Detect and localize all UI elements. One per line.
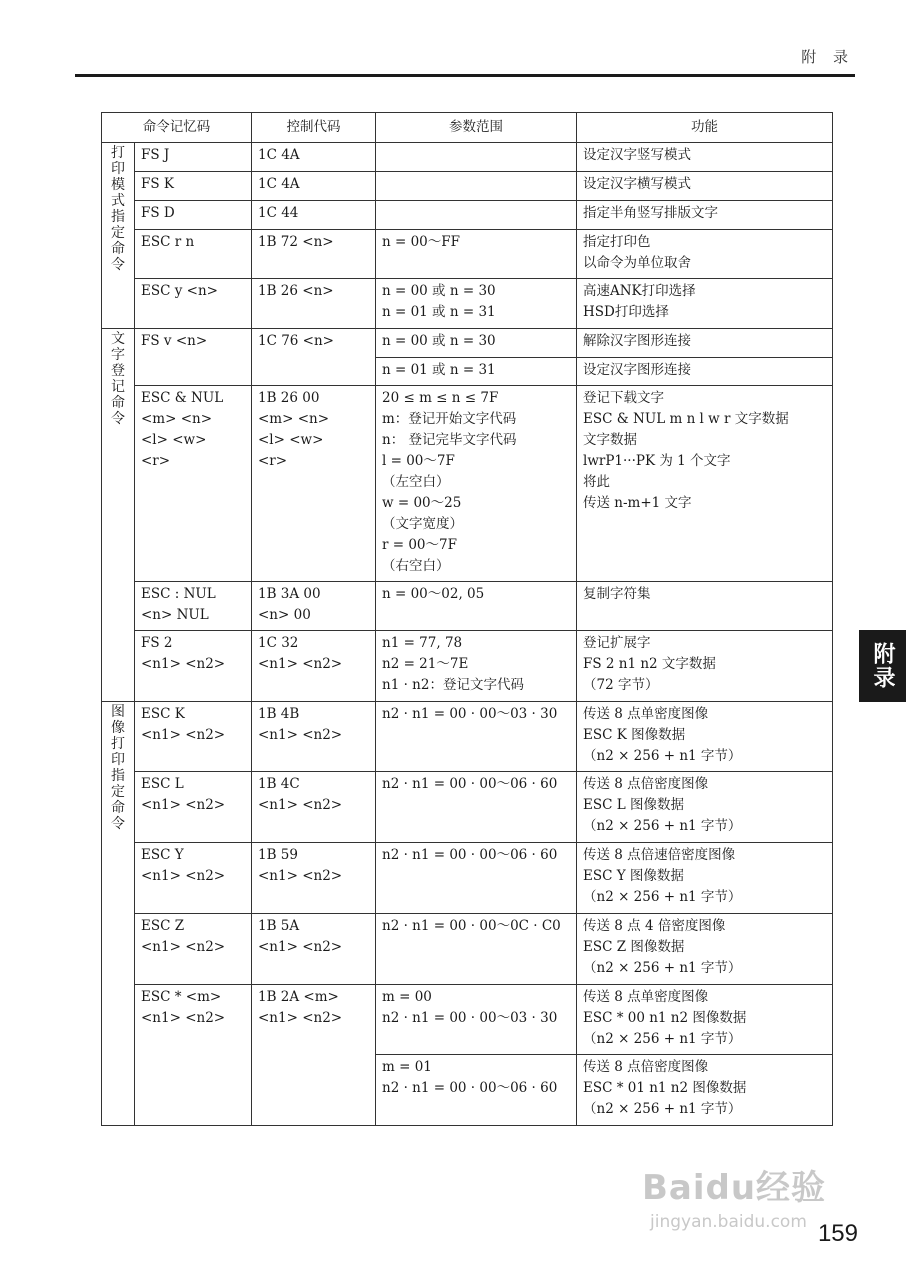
- code-cell: 1C 76 <n>: [252, 329, 376, 386]
- group-label: 图像打印指定命令: [102, 702, 135, 1126]
- baidu-watermark-url: jingyan.baidu.com: [650, 1212, 807, 1232]
- function-cell: 登记下载文字 ESC & NUL m n l w r 文字数据 文字数据 lwrP1···PK 为 1 个文字 将此 传送 n-m+1 文字: [577, 386, 833, 582]
- function-cell: 解除汉字图形连接: [577, 329, 833, 358]
- function-cell: 传送 8 点单密度图像 ESC * 00 n1 n2 图像数据 （n2 × 256 + n1 字节）: [577, 985, 833, 1055]
- code-cell: 1C 44: [252, 201, 376, 230]
- table-row: [102, 143, 833, 172]
- range-cell: n2 · n1 = 00 · 00～03 · 30: [376, 702, 577, 772]
- mnemonic-cell: ESC Z <n1> <n2>: [135, 914, 252, 985]
- range-cell: m = 01 n2 · n1 = 00 · 00～06 · 60: [376, 1055, 577, 1126]
- function-cell: 复制字符集: [577, 582, 833, 631]
- table-row: [102, 329, 833, 358]
- range-cell: n = 00 或 n = 30: [376, 329, 577, 358]
- baidu-watermark-logo: Baidu经验: [642, 1168, 827, 1208]
- mnemonic-cell: ESC K <n1> <n2>: [135, 702, 252, 772]
- mnemonic-cell: FS K: [135, 172, 252, 201]
- table-row: [102, 702, 833, 772]
- table-header-row: [102, 113, 833, 143]
- table-row: [102, 230, 833, 279]
- header-section-label: 附 录: [801, 48, 854, 66]
- range-cell: n = 00～02, 05: [376, 582, 577, 631]
- table-row: [102, 843, 833, 914]
- command-table: [101, 112, 833, 1126]
- code-cell: 1B 4B <n1> <n2>: [252, 702, 376, 772]
- function-cell: 传送 8 点倍密度图像 ESC L 图像数据 （n2 × 256 + n1 字节）: [577, 772, 833, 843]
- mnemonic-cell: FS v <n>: [135, 329, 252, 386]
- mnemonic-cell: FS J: [135, 143, 252, 172]
- code-cell: 1C 32 <n1> <n2>: [252, 631, 376, 702]
- mnemonic-cell: ESC y <n>: [135, 279, 252, 329]
- range-cell: n = 00 或 n = 30 n = 01 或 n = 31: [376, 279, 577, 329]
- table-row: [102, 582, 833, 631]
- mnemonic-cell: ESC : NUL <n> NUL: [135, 582, 252, 631]
- function-cell: 高速ANK打印选择 HSD打印选择: [577, 279, 833, 329]
- function-cell: 传送 8 点单密度图像 ESC K 图像数据 （n2 × 256 + n1 字节）: [577, 702, 833, 772]
- range-cell: [376, 172, 577, 201]
- range-cell: n1 = 77, 78 n2 = 21～7E n1 · n2：登记文字代码: [376, 631, 577, 702]
- function-cell: 设定汉字横写模式: [577, 172, 833, 201]
- function-cell: 设定汉字竖写模式: [577, 143, 833, 172]
- code-cell: 1C 4A: [252, 143, 376, 172]
- mnemonic-cell: ESC & NUL <m> <n> <l> <w> <r>: [135, 386, 252, 582]
- mnemonic-cell: FS D: [135, 201, 252, 230]
- table-row: [102, 279, 833, 329]
- column-header: 命令记忆码: [102, 113, 252, 143]
- function-cell: 指定半角竖写排版文字: [577, 201, 833, 230]
- table-row: [102, 201, 833, 230]
- mnemonic-cell: ESC L <n1> <n2>: [135, 772, 252, 843]
- table-row: [102, 631, 833, 702]
- range-cell: n2 · n1 = 00 · 00～06 · 60: [376, 772, 577, 843]
- column-header: 参数范围: [376, 113, 577, 143]
- range-cell: n2 · n1 = 00 · 00～0C · C0: [376, 914, 577, 985]
- mnemonic-cell: FS 2 <n1> <n2>: [135, 631, 252, 702]
- table-row: [102, 386, 833, 582]
- function-cell: 传送 8 点倍速倍密度图像 ESC Y 图像数据 （n2 × 256 + n1 字节）: [577, 843, 833, 914]
- code-cell: 1B 26 00 <m> <n> <l> <w> <r>: [252, 386, 376, 582]
- range-cell: 20 ≤ m ≤ n ≤ 7F m：登记开始文字代码 n： 登记完毕文字代码 l = 00～7F （左空白） w = 00～25 （文字宽度） r = 00～7F （右空白）: [376, 386, 577, 582]
- function-cell: 传送 8 点倍密度图像 ESC * 01 n1 n2 图像数据 （n2 × 256 + n1 字节）: [577, 1055, 833, 1126]
- column-header: 控制代码: [252, 113, 376, 143]
- code-cell: 1B 2A <m> <n1> <n2>: [252, 985, 376, 1126]
- function-cell: 传送 8 点 4 倍密度图像 ESC Z 图像数据 （n2 × 256 + n1 字节）: [577, 914, 833, 985]
- function-cell: 设定汉字图形连接: [577, 358, 833, 386]
- code-cell: 1B 3A 00 <n> 00: [252, 582, 376, 631]
- code-cell: 1B 59 <n1> <n2>: [252, 843, 376, 914]
- range-cell: [376, 143, 577, 172]
- header-rule: [75, 74, 855, 77]
- table-row: [102, 985, 833, 1055]
- mnemonic-cell: ESC r n: [135, 230, 252, 279]
- column-header: 功能: [577, 113, 833, 143]
- page-number: 159: [817, 1220, 858, 1247]
- code-cell: 1B 4C <n1> <n2>: [252, 772, 376, 843]
- function-cell: 登记扩展字 FS 2 n1 n2 文字数据 （72 字节）: [577, 631, 833, 702]
- table-row: [102, 772, 833, 843]
- range-cell: n = 01 或 n = 31: [376, 358, 577, 386]
- code-cell: 1C 4A: [252, 172, 376, 201]
- mnemonic-cell: ESC Y <n1> <n2>: [135, 843, 252, 914]
- code-cell: 1B 72 <n>: [252, 230, 376, 279]
- range-cell: m = 00 n2 · n1 = 00 · 00～03 · 30: [376, 985, 577, 1055]
- code-cell: 1B 5A <n1> <n2>: [252, 914, 376, 985]
- range-cell: [376, 201, 577, 230]
- appendix-side-tab: 附录: [859, 630, 906, 702]
- mnemonic-cell: ESC * <m> <n1> <n2>: [135, 985, 252, 1126]
- group-label: 打印模式指定命令: [102, 143, 135, 329]
- table-row: [102, 172, 833, 201]
- table-row: [102, 914, 833, 985]
- code-cell: 1B 26 <n>: [252, 279, 376, 329]
- range-cell: n2 · n1 = 00 · 00～06 · 60: [376, 843, 577, 914]
- group-label: 文字登记命令: [102, 329, 135, 702]
- range-cell: n = 00～FF: [376, 230, 577, 279]
- function-cell: 指定打印色 以命令为单位取舍: [577, 230, 833, 279]
